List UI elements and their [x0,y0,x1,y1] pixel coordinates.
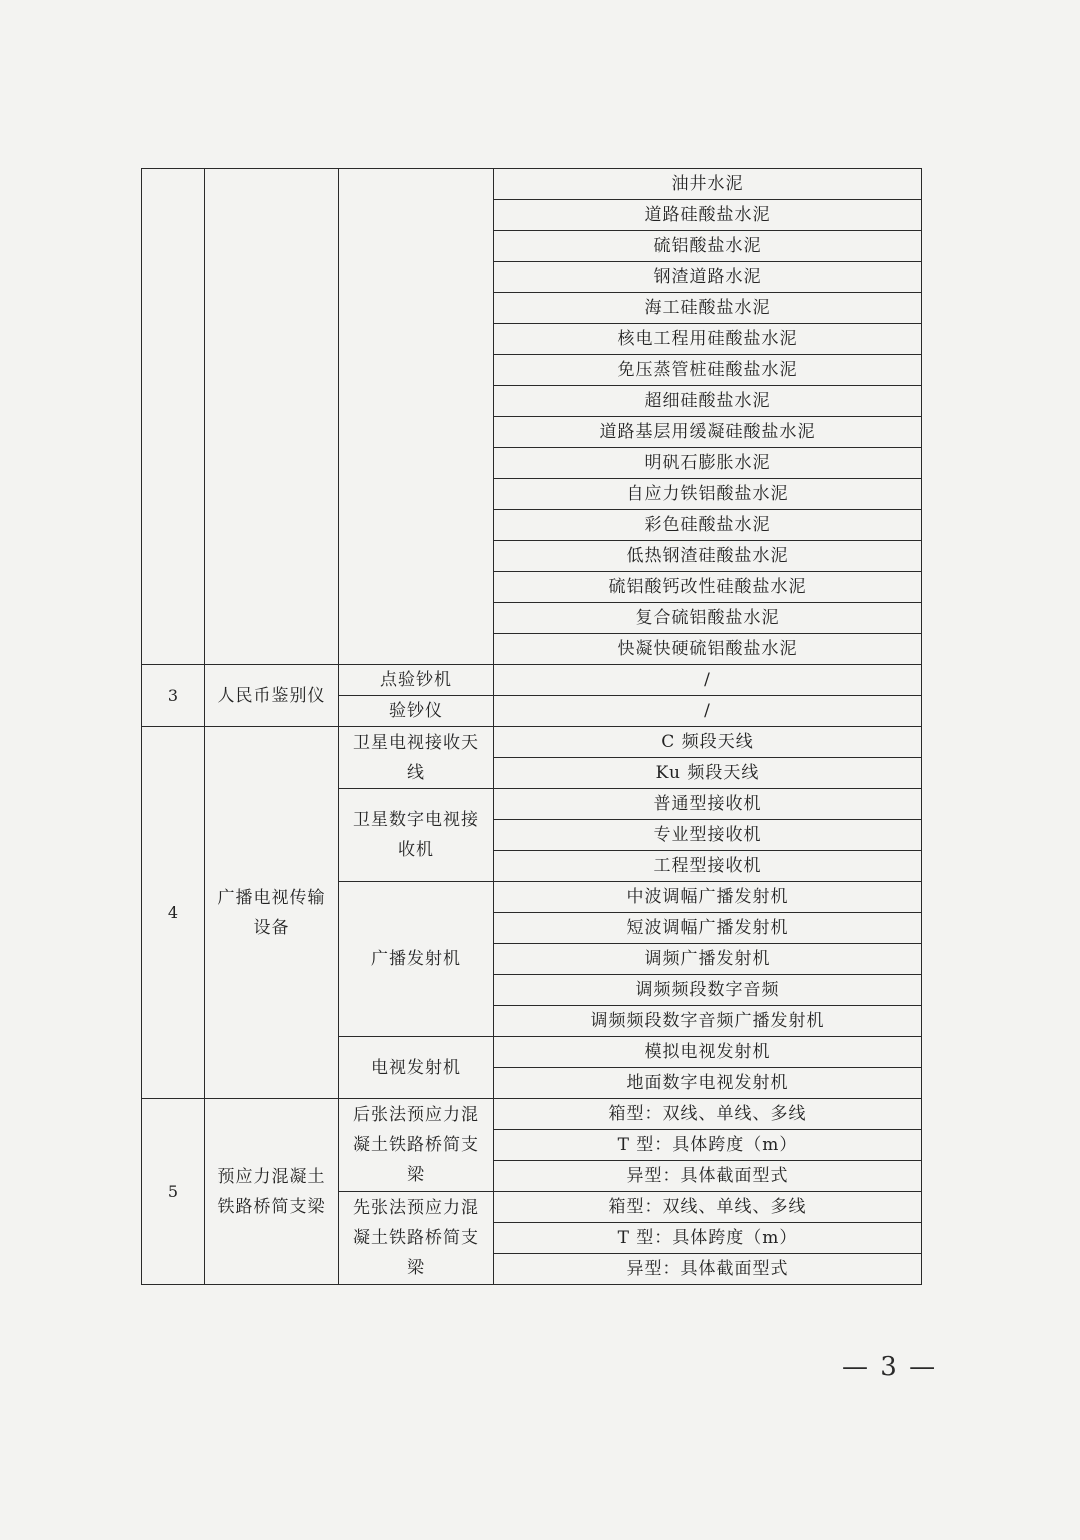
subcategory-cell: 后张法预应力混凝土铁路桥简支梁 [339,1099,494,1192]
item-cell: 油井水泥 [494,169,922,200]
item-cell: 彩色硅酸盐水泥 [494,510,922,541]
item-cell: 调频广播发射机 [494,944,922,975]
item-cell: 硫铝酸盐水泥 [494,231,922,262]
item-cell: T 型：具体跨度（m） [494,1223,922,1254]
item-cell: 海工硅酸盐水泥 [494,293,922,324]
item-cell: 自应力铁铝酸盐水泥 [494,479,922,510]
item-cell: C 频段天线 [494,727,922,758]
row-number-cell: 5 [142,1099,205,1285]
item-cell: 短波调幅广播发射机 [494,913,922,944]
item-cell: 核电工程用硅酸盐水泥 [494,324,922,355]
item-cell: 道路基层用缓凝硅酸盐水泥 [494,417,922,448]
subcategory-cell: 卫星数字电视接收机 [339,789,494,882]
item-cell: / [494,696,922,727]
item-cell: 异型：具体截面型式 [494,1254,922,1285]
item-cell: / [494,665,922,696]
item-cell: 道路硅酸盐水泥 [494,200,922,231]
subcategory-cell: 验钞仪 [339,696,494,727]
item-cell: 普通型接收机 [494,789,922,820]
item-cell: 硫铝酸钙改性硅酸盐水泥 [494,572,922,603]
category-cell: 广播电视传输设备 [205,727,339,1099]
row-number-cell-empty [142,169,205,665]
item-cell: 免压蒸管桩硅酸盐水泥 [494,355,922,386]
item-cell: 工程型接收机 [494,851,922,882]
item-cell: T 型：具体跨度（m） [494,1130,922,1161]
item-cell: 超细硅酸盐水泥 [494,386,922,417]
category-cell: 预应力混凝土铁路桥简支梁 [205,1099,339,1285]
item-cell: 明矾石膨胀水泥 [494,448,922,479]
row-number-cell: 3 [142,665,205,727]
item-cell: Ku 频段天线 [494,758,922,789]
item-cell: 箱型：双线、单线、多线 [494,1192,922,1223]
item-cell: 调频频段数字音频广播发射机 [494,1006,922,1037]
item-cell: 异型：具体截面型式 [494,1161,922,1192]
row-number-cell: 4 [142,727,205,1099]
item-cell: 中波调幅广播发射机 [494,882,922,913]
category-cell: 人民币鉴别仪 [205,665,339,727]
page-number: — 3 — [842,1352,938,1382]
item-cell: 钢渣道路水泥 [494,262,922,293]
category-cell-empty [205,169,339,665]
item-cell: 低热钢渣硅酸盐水泥 [494,541,922,572]
item-cell: 箱型：双线、单线、多线 [494,1099,922,1130]
item-cell: 模拟电视发射机 [494,1037,922,1068]
subcategory-cell: 卫星电视接收天线 [339,727,494,789]
subcategory-cell: 广播发射机 [339,882,494,1037]
subcategory-cell-empty [339,169,494,665]
item-cell: 地面数字电视发射机 [494,1068,922,1099]
item-cell: 快凝快硬硫铝酸盐水泥 [494,634,922,665]
subcategory-cell: 电视发射机 [339,1037,494,1099]
item-cell: 复合硫铝酸盐水泥 [494,603,922,634]
subcategory-cell: 先张法预应力混凝土铁路桥简支梁 [339,1192,494,1285]
subcategory-cell: 点验钞机 [339,665,494,696]
item-cell: 调频频段数字音频 [494,975,922,1006]
item-cell: 专业型接收机 [494,820,922,851]
product-catalog-table [141,168,922,1285]
